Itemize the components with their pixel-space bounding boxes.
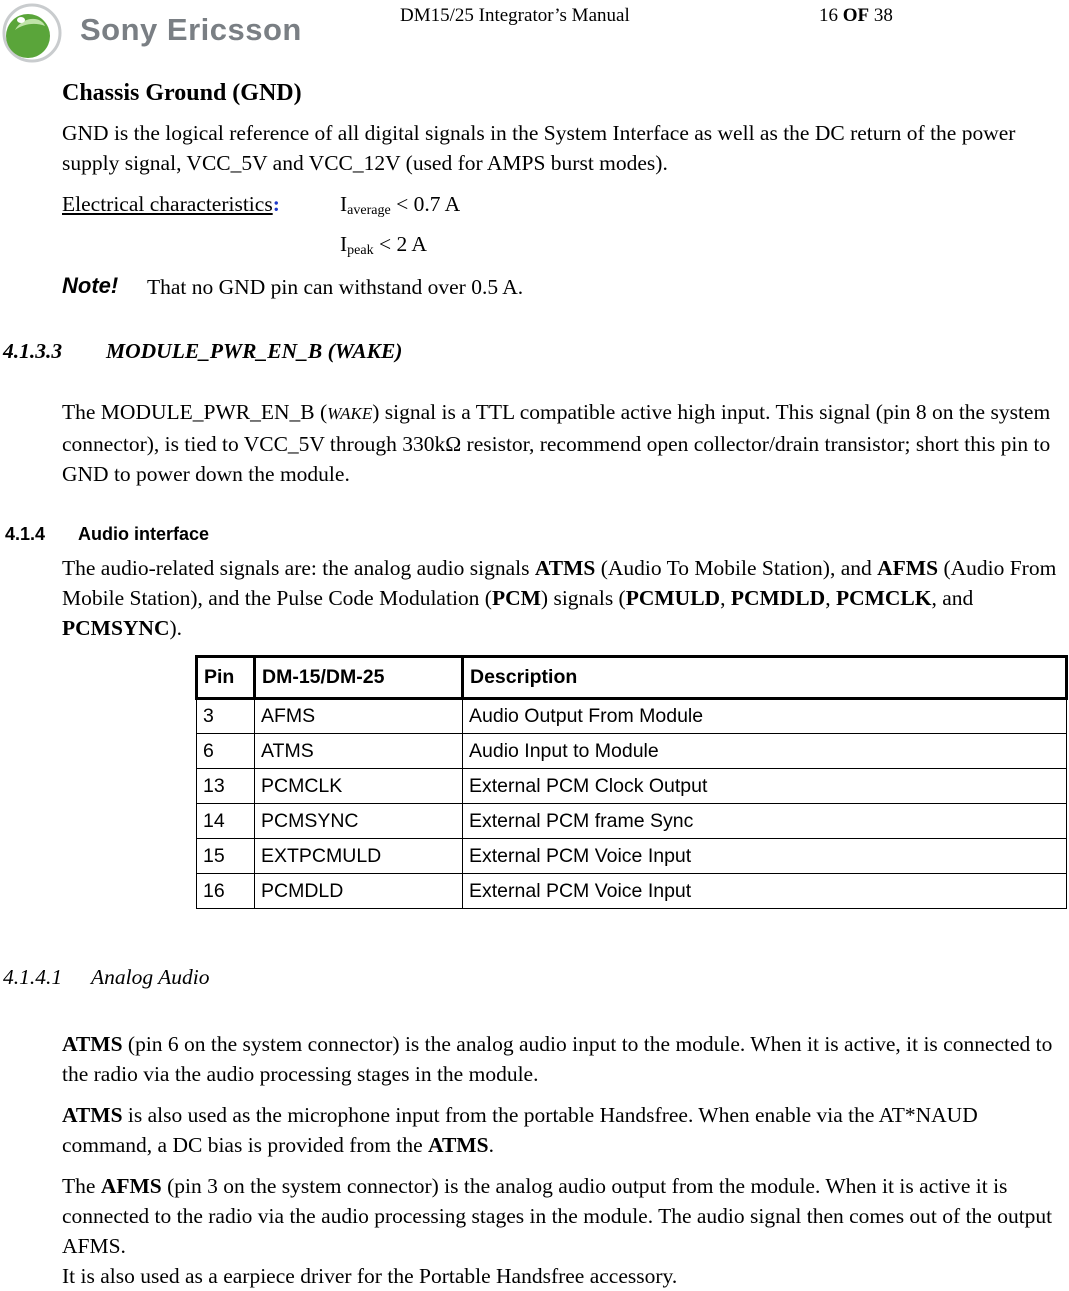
- audio-pcmclk: PCMCLK: [835, 586, 932, 610]
- audio-pcmdld: PCMDLD: [730, 586, 826, 610]
- cell-signal: ATMS: [255, 734, 463, 769]
- analog-p2-end: .: [488, 1133, 494, 1157]
- sony-ericsson-logo-icon: [1, 2, 63, 64]
- document-title: DM15/25 Integrator’s Manual: [400, 5, 630, 26]
- analog-p3-text: (pin 3 on the system connector) is the analog audio output from the module. When it is active it is connected to the radio via the audio processing stages in the module. The audio signal then comes out of the output AFMS.: [62, 1174, 1053, 1258]
- table-row: [197, 734, 1067, 769]
- audio-intro-end: ).: [169, 616, 183, 640]
- analog-p2-atms-2: ATMS: [428, 1133, 489, 1157]
- audio-pin-table: [195, 655, 1068, 909]
- elec-colon: :: [272, 192, 280, 216]
- cell-signal: PCMCLK: [255, 769, 463, 804]
- i-peak-symbol: I: [340, 232, 348, 256]
- audio-intro-3: (Audio From Mobile Station), and the Pulse Code Modulation (: [62, 556, 1057, 610]
- electrical-characteristics-label: [62, 189, 280, 219]
- elec-label-text: Electrical characteristics: [62, 192, 273, 216]
- analog-p1-atms: ATMS: [62, 1032, 123, 1056]
- cell-signal: AFMS: [255, 699, 463, 734]
- table-row: [197, 874, 1067, 909]
- i-peak-sub: peak: [347, 243, 374, 258]
- note-text: That no GND pin can withstand over 0.5 A.: [147, 275, 524, 299]
- audio-sep-2: ,: [825, 586, 836, 610]
- audio-sep-3: , and: [931, 586, 974, 610]
- wake-section-number: 4.1.3.3: [3, 339, 63, 363]
- analog-paragraph-2: [62, 1100, 1062, 1160]
- gnd-heading: Chassis Ground (GND): [62, 80, 302, 106]
- audio-section-title: Audio interface: [78, 524, 210, 544]
- analog-p4-text: It is also used as a earpiece driver for the Portable Handsfree accessory.: [62, 1264, 678, 1288]
- table-row: [197, 699, 1067, 734]
- cell-description: External PCM Voice Input: [463, 874, 1067, 909]
- wake-body-part-2: ) signal is a TTL compatible active high input. This signal (pin 8 on the system connector), is tied to VCC_5V through 330kΩ resistor, recommend open collector/drain transistor; short this pin to GND to power down the module.: [62, 400, 1051, 486]
- wake-body-part-1: The MODULE_PWR_EN_B (: [62, 400, 328, 424]
- i-peak-value: < 2 A: [373, 232, 427, 256]
- page-current: 16: [819, 5, 838, 26]
- table-header-row: [197, 657, 1067, 699]
- header-pin: Pin: [197, 657, 255, 699]
- analog-p3-afms: AFMS: [100, 1174, 162, 1198]
- wake-section-title: MODULE_PWR_EN_B (WAKE): [106, 339, 403, 363]
- audio-pcm: PCM: [491, 586, 541, 610]
- audio-intro: [62, 553, 1062, 643]
- cell-description: External PCM frame Sync: [463, 804, 1067, 839]
- wake-body: [62, 397, 1062, 489]
- audio-atms: ATMS: [534, 556, 596, 580]
- note-label: Note!: [62, 273, 119, 298]
- analog-p2-atms: ATMS: [62, 1103, 123, 1127]
- audio-sep-1: ,: [720, 586, 731, 610]
- i-average-symbol: I: [340, 192, 348, 216]
- header-description: Description: [463, 657, 1067, 699]
- analog-p1-text: (pin 6 on the system connector) is the analog audio input to the module. When it is active, it is connected to the radio via the audio processing stages in the module.: [62, 1032, 1053, 1086]
- cell-pin: 16: [197, 874, 255, 909]
- brand-wordmark: Sony Ericsson: [80, 12, 302, 47]
- cell-signal: PCMDLD: [255, 874, 463, 909]
- cell-pin: 14: [197, 804, 255, 839]
- i-peak-spec: [340, 229, 427, 266]
- audio-intro-1: The audio-related signals are: the analog audio signals: [62, 556, 535, 580]
- page-of: OF: [842, 5, 870, 26]
- analog-paragraph-3: [62, 1171, 1062, 1291]
- cell-pin: 6: [197, 734, 255, 769]
- i-average-value: < 0.7 A: [390, 192, 461, 216]
- analog-paragraph-1: [62, 1029, 1062, 1089]
- gnd-body: GND is the logical reference of all digital signals in the System Interface as well as the DC return of the power supply signal, VCC_5V and VCC_12V (used for AMPS burst modes).: [62, 121, 1016, 175]
- cell-pin: 15: [197, 839, 255, 874]
- i-average-sub: average: [347, 203, 391, 218]
- wake-inline-signal: WAKE: [327, 404, 373, 423]
- i-average-spec: [340, 189, 460, 226]
- analog-p3-pre: The: [62, 1174, 101, 1198]
- analog-section-number: 4.1.4.1: [3, 965, 63, 989]
- page-total: 38: [873, 5, 893, 26]
- audio-intro-4: ) signals (: [540, 586, 626, 610]
- cell-signal: EXTPCMULD: [255, 839, 463, 874]
- cell-signal: PCMSYNC: [255, 804, 463, 839]
- cell-description: Audio Input to Module: [463, 734, 1067, 769]
- analog-p2-text: is also used as the microphone input from the portable Handsfree. When enable via the AT*NAUD command, a DC bias is provided from the: [62, 1103, 978, 1157]
- cell-pin: 13: [197, 769, 255, 804]
- header-dm-model: DM-15/DM-25: [255, 657, 463, 699]
- cell-description: Audio Output From Module: [463, 699, 1067, 734]
- analog-section-title: Analog Audio: [91, 965, 210, 989]
- cell-pin: 3: [197, 699, 255, 734]
- cell-description: External PCM Clock Output: [463, 769, 1067, 804]
- audio-afms: AFMS: [877, 556, 939, 580]
- audio-section-number: 4.1.4: [5, 524, 46, 544]
- table-row: [197, 804, 1067, 839]
- cell-description: External PCM Voice Input: [463, 839, 1067, 874]
- audio-pcmuld: PCMULD: [625, 586, 721, 610]
- page-number: [819, 5, 893, 27]
- table-row: [197, 839, 1067, 874]
- table-row: [197, 769, 1067, 804]
- audio-pcmsync: PCMSYNC: [62, 616, 170, 640]
- audio-intro-2: (Audio To Mobile Station), and: [595, 556, 878, 580]
